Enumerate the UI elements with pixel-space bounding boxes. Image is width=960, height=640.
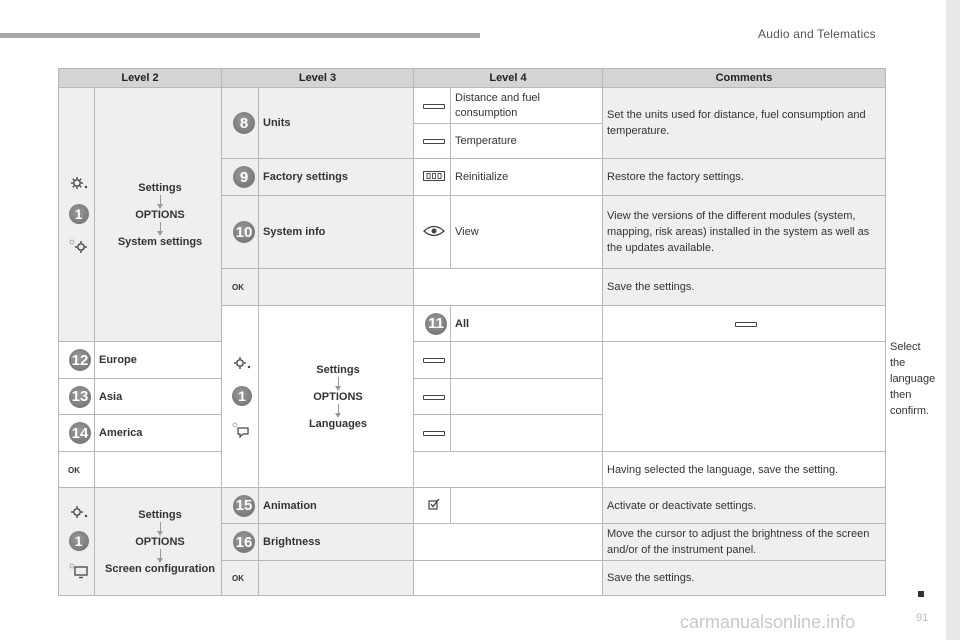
level4-icon-cell: [414, 415, 451, 452]
comment-cell: Set the units used for distance, fuel consumption and temperature.: [603, 88, 886, 159]
level4-text: [451, 415, 603, 452]
language-icon: [232, 422, 252, 438]
step-badge: 1: [69, 204, 89, 224]
table-row: [59, 415, 886, 452]
ok-label-cell: [232, 269, 414, 306]
header-level2: Level 2: [59, 69, 222, 88]
dash-icon: [423, 431, 445, 436]
level3-cell: [71, 379, 222, 415]
header-level4: Level 4: [414, 69, 603, 88]
eye-icon: [423, 225, 445, 237]
step-number: 9: [233, 166, 255, 188]
level3-cell: [239, 88, 414, 159]
table-row: 1 Settings OPTIONS Languages 11 All Select the language then confirm.: [59, 306, 886, 342]
ok-label-cell: [232, 561, 414, 596]
comment-cell: Activate or deactivate settings.: [603, 488, 886, 524]
table-row: [59, 379, 886, 415]
level3-cell: [71, 342, 222, 379]
header-level3: Level 3: [222, 69, 414, 88]
comment-cell: Save the settings.: [603, 561, 886, 596]
step-number: 14: [69, 422, 91, 444]
empty-cell: [414, 269, 603, 306]
comment-cell: Restore the factory settings.: [603, 159, 886, 196]
level3-label: Brightness: [263, 536, 321, 548]
level4-text: [451, 342, 603, 379]
level3-label: Animation: [263, 499, 317, 512]
level4-icon-cell: [414, 379, 451, 415]
screen-icon: [69, 563, 89, 579]
path-settings: Settings: [138, 181, 182, 194]
level4-text: Temperature: [451, 124, 603, 159]
gear-icon: [70, 505, 88, 519]
level3-label: All: [455, 317, 470, 330]
step-number: 16: [233, 531, 255, 553]
level4-text: View: [451, 196, 603, 269]
level4-text: Reinitialize: [451, 159, 603, 196]
step-number: 13: [69, 386, 91, 408]
checkbox-icon: [428, 498, 440, 510]
path-options: OPTIONS: [135, 535, 185, 548]
level2-icons-cell: [59, 88, 95, 342]
arrow-down-icon: [160, 195, 161, 205]
dash-icon: [423, 358, 445, 363]
ok-label: OK: [232, 574, 244, 583]
empty-cell: [414, 452, 603, 488]
step-number: 12: [69, 349, 91, 371]
gear-small-icon: [69, 238, 89, 254]
page-marker: [918, 591, 924, 597]
step-number: 11: [425, 313, 447, 335]
path-last: System settings: [117, 235, 203, 248]
dash-icon: [423, 139, 445, 144]
empty-cell: [414, 561, 603, 596]
path-options: OPTIONS: [313, 390, 363, 403]
path-options: OPTIONS: [135, 208, 185, 221]
path-settings: Settings: [138, 508, 182, 521]
level3-label: Factory settings: [263, 171, 348, 183]
comment-cell: View the versions of the different modules (system, mapping, risk areas) installed in the system as well as the updates available.: [603, 196, 886, 269]
section-title: Audio and Telematics: [758, 27, 876, 41]
gear-icon: [233, 356, 251, 370]
table-row: [59, 488, 886, 524]
table-header-row: [59, 69, 886, 88]
level3-cell: [235, 196, 414, 269]
arrow-down-icon: [160, 549, 161, 559]
step-number: 8: [233, 112, 255, 134]
level4-icon-cell: [414, 488, 451, 524]
comment-cell: Save the settings.: [603, 269, 886, 306]
reset-icon: [423, 171, 445, 181]
ok-label: OK: [68, 465, 80, 475]
path-last: Screen configuration: [104, 562, 216, 575]
table-row: [59, 452, 886, 488]
path-last: Languages: [308, 417, 368, 430]
ok-label: OK: [232, 283, 244, 292]
header-comments: Comments: [603, 69, 886, 88]
header-bar: [0, 33, 480, 38]
level3-label: Asia: [99, 390, 123, 403]
level4-text: [451, 379, 603, 415]
level3-label: America: [99, 427, 143, 439]
watermark: carmanualsonline.info: [680, 612, 856, 632]
level3-label: Europe: [99, 354, 137, 366]
arrow-down-icon: [160, 522, 161, 532]
arrow-down-icon: [338, 377, 339, 387]
arrow-down-icon: [338, 404, 339, 414]
level4-text: [451, 488, 603, 524]
settings-table: [58, 68, 936, 596]
level2-path-cell: [95, 488, 222, 596]
level2-path-cell: [95, 88, 222, 342]
level3-label: Units: [263, 117, 291, 129]
ok-label-cell: [68, 452, 222, 488]
dash-icon: [423, 104, 445, 109]
gear-icon: [70, 176, 88, 190]
level3-cell: [235, 488, 414, 524]
level3-cell: [428, 306, 603, 342]
step-badge: 1: [232, 386, 252, 406]
level3-cell: [235, 524, 414, 561]
step-number: 10: [233, 221, 255, 243]
level4-text: Distance and fuel consumption: [451, 88, 603, 124]
comment-cell: Move the cursor to adjust the brightness of the screen and/or of the instrument panel.: [603, 524, 886, 561]
level4-icon-cell: [603, 306, 886, 342]
level3-cell: [71, 415, 222, 452]
path-settings: Settings: [316, 363, 360, 376]
level2-path-cell: [259, 306, 414, 488]
dash-icon: [735, 322, 757, 327]
level2-icons-cell: [59, 488, 95, 596]
empty-cell: [414, 524, 603, 561]
comment-cell: Having selected the language, save the setting.: [603, 452, 886, 488]
table-row: [59, 88, 886, 124]
table-row: [59, 342, 886, 379]
level4-icon-cell: [414, 124, 451, 159]
level4-icon-cell: [414, 159, 451, 196]
level4-icon-cell: [414, 196, 451, 269]
right-margin-bar: [946, 0, 960, 640]
dash-icon: [423, 395, 445, 400]
page-number: 91: [916, 612, 929, 624]
step-number: 15: [233, 495, 255, 517]
arrow-down-icon: [160, 222, 161, 232]
level2-icons-cell: [222, 306, 259, 488]
level3-cell: [239, 159, 414, 196]
level4-icon-cell: [414, 88, 451, 124]
step-badge: 1: [69, 531, 89, 551]
level3-label: System info: [263, 226, 326, 238]
level4-icon-cell: [414, 342, 451, 379]
